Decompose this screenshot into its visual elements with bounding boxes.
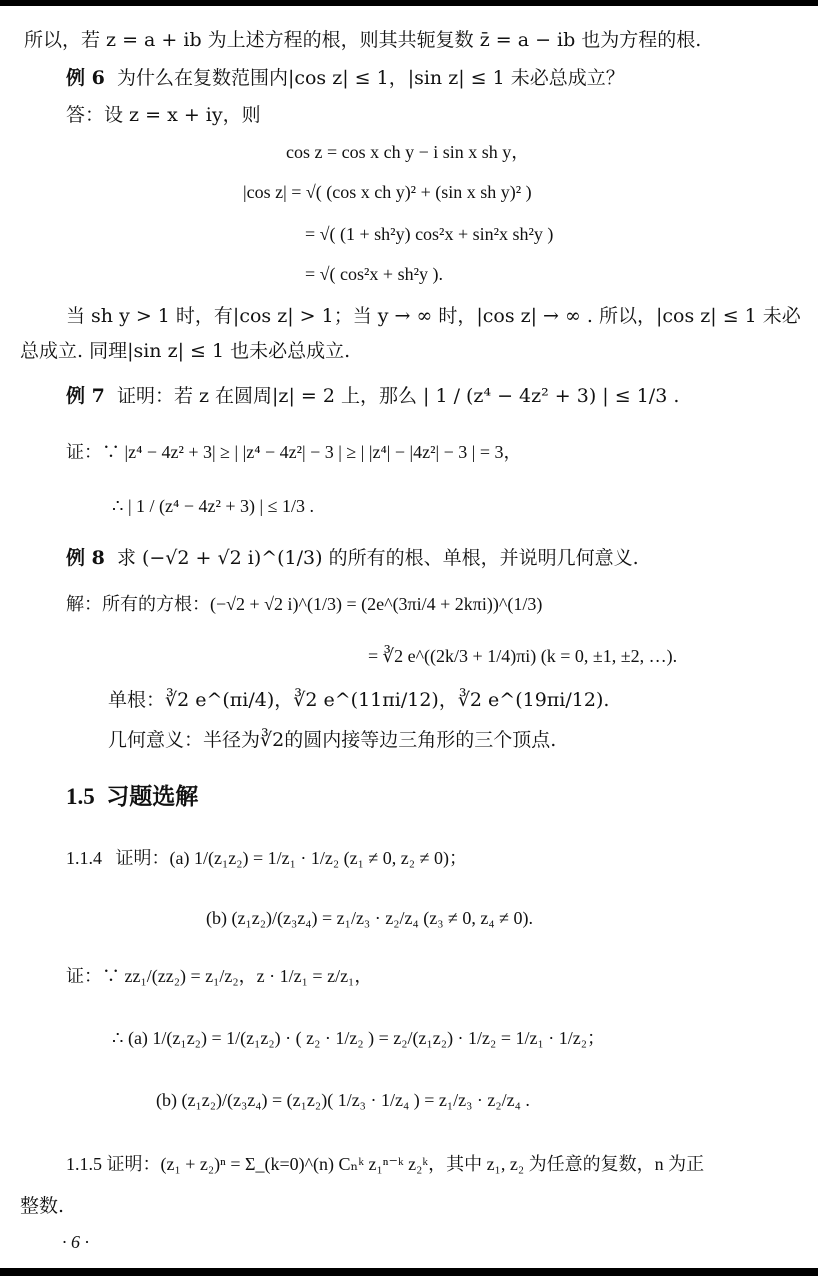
exercise-number: 1.1.4 — [66, 848, 102, 868]
proof-line: 证：∵ |z⁴ − 4z² + 3| ≥ | |z⁴ − 4z²| − 3 | ≥ | |z⁴| − |4z²| − 3 | = 3， — [66, 442, 522, 462]
equation: = √( (1 + sh²y) cos²x + sin²x sh²y ) — [305, 224, 554, 244]
equation: cos z = cos x ch y − i sin x sh y， — [286, 142, 530, 162]
answer-text: 设 z = x + iy，则 — [104, 104, 261, 126]
exercise-1-1-4 — [66, 846, 467, 870]
example-text: 为什么在复数范围内|cos z| ≤ 1，|sin z| ≤ 1 未必总成立？ — [116, 67, 625, 89]
section-title: 习题选解 — [106, 784, 199, 809]
text-line: 所以，若 z = a + ib 为上述方程的根，则其共轭复数 z̄ = a − ib 也为方程的根. — [24, 29, 702, 51]
answer-label: 答： — [66, 104, 105, 126]
exercise-1-1-5: 1.1.5 证明：(z₁ + z₂)ⁿ = Σ_(k=0)^(n) Cₙᵏ z₁ⁿ⁻ᵏ z₂ᵏ，其中 z₁, z₂ 为任意的复数，n 为正 — [66, 1154, 705, 1174]
exercise-line: (b) (z₁z₂)/(z₃z₄) = z₁/z₃ · z₂/z₄ (z₃ ≠ 0, z₄ ≠ 0). — [206, 908, 534, 928]
proof-line: ∴ (a) 1/(z₁z₂) = 1/(z₁z₂) · ( z₂ · 1/z₂ ) = z₂/(z₁z₂) · 1/z₂ = 1/z₁ · 1/z₂； — [112, 1028, 605, 1048]
exercise-line: 整数. — [20, 1195, 65, 1217]
example-6 — [66, 66, 625, 90]
example-text: 证明：若 z 在圆周|z| = 2 上，那么 | 1 / (z⁴ − 4z² + 3) | ≤ 1/3 . — [116, 385, 680, 407]
solution-line: 单根：∛2 e^(πi/4)，∛2 e^(11πi/12)，∛2 e^(19πi/12). — [108, 689, 610, 711]
example-7 — [66, 384, 679, 408]
paragraph-line: 总成立. 同理|sin z| ≤ 1 也未必总成立. — [20, 340, 351, 362]
example-label: 例 7 — [66, 385, 105, 407]
proof-line: 证：∵ zz₁/(zz₂) = z₁/z₂，z · 1/z₁ = z/z₁， — [66, 966, 373, 986]
page-number: · 6 · — [62, 1232, 89, 1252]
bottom-border — [0, 1268, 818, 1276]
top-border — [0, 0, 818, 6]
answer-6 — [66, 103, 261, 127]
exercise-text: 证明：(a) 1/(z₁z₂) = 1/z₁ · 1/z₂ (z₁ ≠ 0, z₂ ≠ 0)； — [115, 848, 467, 868]
example-label: 例 8 — [66, 547, 105, 569]
solution-line: 几何意义：半径为∛2的圆内接等边三角形的三个顶点. — [108, 729, 557, 751]
example-8 — [66, 546, 639, 570]
paragraph-line: 当 sh y > 1 时，有|cos z| > 1；当 y → ∞ 时，|cos z| → ∞ . 所以，|cos z| ≤ 1 未必 — [66, 305, 801, 327]
solution-line: = ∛2 e^((2k/3 + 1/4)πi) (k = 0, ±1, ±2, …). — [368, 646, 678, 666]
section-number: 1.5 — [66, 784, 95, 809]
solution-line: 解：所有的方根：(−√2 + √2 i)^(1/3) = (2e^(3πi/4 + 2kπi))^(1/3) — [66, 594, 543, 614]
equation: = √( cos²x + sh²y ). — [305, 264, 443, 284]
equation: |cos z| = √( (cos x ch y)² + (sin x sh y)² ) — [243, 182, 532, 202]
proof-line: ∴ | 1 / (z⁴ − 4z² + 3) | ≤ 1/3 . — [112, 496, 314, 516]
example-label: 例 6 — [66, 67, 105, 89]
example-text: 求 (−√2 + √2 i)^(1/3) 的所有的根、单根，并说明几何意义. — [116, 547, 639, 569]
section-heading — [66, 778, 198, 811]
proof-line: (b) (z₁z₂)/(z₃z₄) = (z₁z₂)( 1/z₃ · 1/z₄ ) = z₁/z₃ · z₂/z₄ . — [156, 1090, 530, 1110]
